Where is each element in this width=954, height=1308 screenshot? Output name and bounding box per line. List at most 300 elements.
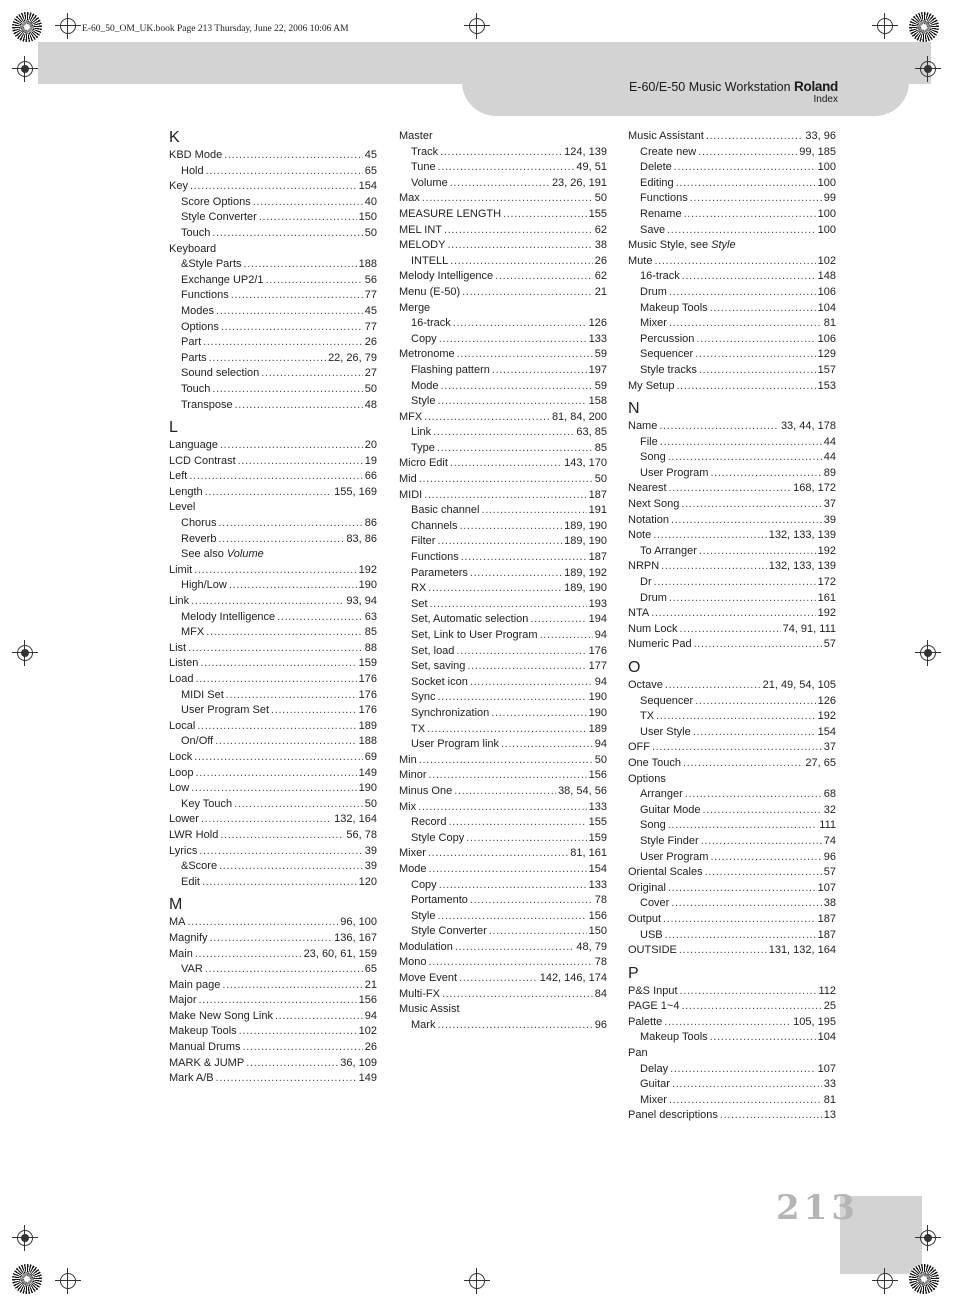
page-refs: 190 <box>588 691 607 704</box>
index-subentry <box>169 320 377 336</box>
entry-term: User Program <box>640 850 709 863</box>
entry-term: TX <box>640 710 655 723</box>
entry-term: High/Low <box>181 579 227 592</box>
dot-leader <box>200 656 356 672</box>
dot-leader <box>429 862 587 878</box>
page-refs: 94 <box>594 738 607 751</box>
page-refs: 23, 60, 61, 159 <box>303 947 377 960</box>
page-refs: 192 <box>358 563 377 576</box>
dot-leader <box>530 612 586 628</box>
index-entry <box>399 753 607 769</box>
index-subentry <box>628 466 836 482</box>
dot-leader <box>668 818 818 834</box>
index-entry <box>169 1071 377 1087</box>
entry-term: Minor <box>399 769 427 782</box>
page-refs: 192 <box>817 607 836 620</box>
crosshair-mark-icon <box>915 56 941 82</box>
entry-term: Flashing pattern <box>411 363 490 376</box>
dot-leader <box>229 578 357 594</box>
crosshair-mark-icon <box>464 1268 490 1294</box>
dot-leader <box>710 466 821 482</box>
entry-term: Volume <box>411 176 448 189</box>
page-refs: 106 <box>817 332 836 345</box>
entry-term: User Program <box>640 466 709 479</box>
page-refs: 48, 79 <box>576 940 607 953</box>
page-refs: 107 <box>817 881 836 894</box>
entry-term: USB <box>640 928 663 941</box>
page-refs: 81, 161 <box>570 847 607 860</box>
page-refs: 131, 132, 164 <box>768 944 836 957</box>
page-refs: 33 <box>823 1078 836 1091</box>
dot-leader <box>220 828 344 844</box>
page-refs: 81, 84, 200 <box>551 410 607 423</box>
dot-leader <box>685 787 822 803</box>
entry-term: Listen <box>169 657 199 670</box>
dot-leader <box>696 332 815 348</box>
page-refs: 45 <box>364 304 377 317</box>
entry-term: Sequencer <box>640 348 694 361</box>
entry-term: Record <box>411 816 447 829</box>
dot-leader <box>470 893 593 909</box>
dot-leader <box>424 410 550 426</box>
dot-leader <box>203 335 363 351</box>
page-refs: 132, 133, 139 <box>768 529 836 542</box>
page-refs: 155 <box>588 207 607 220</box>
page-refs: 190 <box>358 579 377 592</box>
page-refs: 132, 133, 139 <box>768 560 836 573</box>
index-subentry <box>169 257 377 273</box>
index-subentry <box>399 519 607 535</box>
entry-term: Panel descriptions <box>628 1109 718 1122</box>
entry-term: Num Lock <box>628 622 678 635</box>
entry-term: Palette <box>628 1015 663 1028</box>
dot-leader <box>429 955 593 971</box>
index-subentry <box>399 659 607 675</box>
index-entry <box>628 740 836 756</box>
dot-leader <box>428 581 562 597</box>
index-subentry <box>169 398 377 414</box>
dot-leader <box>441 379 593 395</box>
page-refs: 100 <box>817 207 836 220</box>
page-refs: 159 <box>588 831 607 844</box>
dot-leader <box>243 1040 363 1056</box>
dot-leader <box>489 924 587 940</box>
page-refs: 62 <box>594 270 607 283</box>
index-subentry <box>399 441 607 457</box>
dot-leader <box>191 594 344 610</box>
index-subentry <box>628 928 836 944</box>
entry-term: MEASURE LENGTH <box>399 207 502 220</box>
index-subentry <box>399 909 607 925</box>
dot-leader <box>437 534 562 550</box>
page-refs: 44 <box>823 435 836 448</box>
entry-term: MIDI Set <box>181 688 224 701</box>
entry-term: Functions <box>181 289 229 302</box>
dot-leader <box>261 366 362 382</box>
page-refs: 81 <box>823 1093 836 1106</box>
entry-term: Touch <box>181 382 211 395</box>
page-refs: 176 <box>588 644 607 657</box>
index-subentry <box>169 875 377 891</box>
dot-leader <box>671 513 822 529</box>
page-refs: 50 <box>594 473 607 486</box>
dot-leader <box>195 766 356 782</box>
index-subentry <box>628 269 836 285</box>
entry-term: Make New Song Link <box>169 1009 273 1022</box>
dot-leader <box>684 207 816 223</box>
dot-leader <box>495 269 593 285</box>
entry-term: Major <box>169 994 197 1007</box>
index-subentry <box>399 644 607 660</box>
dot-leader <box>190 179 357 195</box>
index-subentry <box>628 435 836 451</box>
entry-term: PAGE 1~4 <box>628 1000 680 1013</box>
entry-term: Limit <box>169 563 193 576</box>
page-refs: 88 <box>364 641 377 654</box>
entry-term: Set, Link to User Program <box>411 629 538 641</box>
entry-term: Part <box>181 336 202 349</box>
entry-term: Sync <box>411 691 436 704</box>
entry-term: Link <box>411 426 432 439</box>
index-entry <box>169 931 377 947</box>
page-refs: 69 <box>364 750 377 763</box>
dot-leader <box>455 940 575 956</box>
index-entry <box>628 528 836 544</box>
index-entry <box>628 129 836 145</box>
entry-term: Lock <box>169 750 193 763</box>
crosshair-mark-icon <box>55 13 81 39</box>
index-entry <box>628 379 836 395</box>
dot-leader <box>437 394 586 410</box>
page-refs: 50 <box>594 192 607 205</box>
index-subentry <box>399 254 607 270</box>
index-entry <box>169 1009 377 1025</box>
entry-term: Style Finder <box>640 834 699 847</box>
page-refs: 39 <box>364 844 377 857</box>
page-refs: 93, 94 <box>346 595 377 608</box>
dot-leader <box>206 625 363 641</box>
index-subentry <box>399 394 607 410</box>
index-heading: Music Assist <box>399 1003 460 1016</box>
index-entry <box>399 940 607 956</box>
entry-term: Melody Intelligence <box>181 610 276 623</box>
entry-term: Numeric Pad <box>628 638 692 651</box>
page-refs: 192 <box>817 544 836 557</box>
entry-term: Mode <box>411 379 439 392</box>
index-subentry <box>628 176 836 192</box>
index-subentry <box>399 332 607 348</box>
index-heading: Level <box>169 501 196 514</box>
index-subentry <box>169 859 377 875</box>
page-refs: 155, 169 <box>334 485 377 498</box>
index-column-1 <box>169 129 377 1087</box>
dot-leader <box>448 815 586 831</box>
page-refs: 57 <box>823 866 836 879</box>
see-text: Music Style, see <box>628 239 712 252</box>
entry-term: Create new <box>640 145 697 158</box>
index-subentry <box>628 223 836 239</box>
index-entry <box>169 947 377 963</box>
entry-term: Copy <box>411 878 437 891</box>
page-refs: 104 <box>817 301 836 314</box>
section-letter: P <box>628 964 639 982</box>
entry-term: Hold <box>181 164 204 177</box>
dot-leader <box>701 834 822 850</box>
registration-sunburst-icon <box>12 1264 42 1294</box>
dot-leader <box>693 725 816 741</box>
index-column-3 <box>628 129 836 1124</box>
index-entry <box>169 594 377 610</box>
page-number: 213 <box>776 1188 859 1228</box>
page-refs: 188 <box>358 735 377 748</box>
index-entry <box>169 438 377 454</box>
entry-term: Lyrics <box>169 844 198 857</box>
index-subentry <box>399 597 607 613</box>
index-subentry <box>169 210 377 226</box>
entry-term: Mixer <box>640 317 667 330</box>
page-refs: 172 <box>817 576 836 589</box>
index-subentry <box>399 706 607 722</box>
index-subentry <box>628 896 836 912</box>
page-refs: 38 <box>823 897 836 910</box>
index-entry <box>399 987 607 1003</box>
dot-leader <box>492 363 587 379</box>
entry-term: Low <box>169 782 190 795</box>
dot-leader <box>710 850 821 866</box>
index-subentry <box>169 625 377 641</box>
index-subentry <box>169 351 377 367</box>
page-refs: 66 <box>364 470 377 483</box>
entry-term: Functions <box>640 192 688 205</box>
dot-leader <box>419 472 593 488</box>
entry-term: Save <box>640 223 666 236</box>
dot-leader <box>470 566 562 582</box>
dot-leader <box>218 516 362 532</box>
entry-term: Dr <box>640 576 652 589</box>
crosshair-mark-icon <box>12 1225 38 1251</box>
entry-term: Song <box>640 451 666 464</box>
dot-leader <box>418 800 587 816</box>
entry-term: Percussion <box>640 332 695 345</box>
page-refs: 23, 26, 191 <box>551 176 607 189</box>
page-refs: 176 <box>358 704 377 717</box>
index-entry <box>169 485 377 501</box>
section-letter: M <box>169 896 183 914</box>
dot-leader <box>670 1062 816 1078</box>
index-entry <box>628 912 836 928</box>
index-entry <box>399 784 607 800</box>
page-refs: 100 <box>817 161 836 174</box>
entry-term: Drum <box>640 285 667 298</box>
page-refs: 77 <box>364 320 377 333</box>
dot-leader <box>195 947 302 963</box>
dot-leader <box>680 984 817 1000</box>
page-refs: 99 <box>823 192 836 205</box>
dot-leader <box>238 454 363 470</box>
entry-term: MA <box>169 916 186 929</box>
dot-leader <box>665 678 761 694</box>
dot-leader <box>540 628 593 644</box>
index-subentry <box>169 703 377 719</box>
entry-term: Reverb <box>181 532 217 545</box>
page-refs: 59 <box>594 379 607 392</box>
page-refs: 65 <box>364 164 377 177</box>
page-refs: 74, 91, 111 <box>782 622 836 635</box>
index-subentry <box>628 818 836 834</box>
dot-leader <box>437 441 593 457</box>
page-refs: 142, 146, 174 <box>539 972 607 985</box>
dot-leader <box>428 846 568 862</box>
entry-term: On/Off <box>181 735 214 748</box>
index-entry <box>628 637 836 653</box>
entry-term: Parts <box>181 351 207 364</box>
index-subentry <box>399 815 607 831</box>
entry-term: List <box>169 641 187 654</box>
page-refs: 189, 190 <box>564 582 607 595</box>
dot-leader <box>266 273 363 289</box>
page-refs: 86 <box>364 517 377 530</box>
page-refs: 39 <box>823 513 836 526</box>
page-refs: 45 <box>364 149 377 161</box>
page-refs: 21, 49, 54, 105 <box>762 679 836 691</box>
dot-leader <box>679 943 767 959</box>
dot-leader <box>197 719 356 735</box>
entry-term: Manual Drums <box>169 1041 241 1054</box>
dot-leader <box>654 254 815 270</box>
entry-term: Modes <box>181 304 215 317</box>
entry-term: Parameters <box>411 566 468 579</box>
entry-term: Makeup Tools <box>640 1031 708 1044</box>
dot-leader <box>195 672 356 688</box>
entry-term: Min <box>399 753 417 766</box>
crosshair-mark-icon <box>915 640 941 666</box>
index-entry <box>399 862 607 878</box>
index-entry <box>399 846 607 862</box>
entry-term: LCD Contrast <box>169 454 236 467</box>
index-entry <box>399 768 607 784</box>
dot-leader <box>450 254 592 270</box>
dot-leader <box>244 257 357 273</box>
entry-term: Set <box>411 597 428 610</box>
dot-leader <box>429 768 587 784</box>
crosshair-mark-icon <box>55 1268 81 1294</box>
entry-term: Nearest <box>628 482 667 495</box>
entry-term: LWR Hold <box>169 828 219 841</box>
page-refs: 153 <box>817 379 836 392</box>
page-refs: 188 <box>358 258 377 271</box>
dot-leader <box>246 1056 338 1072</box>
page-refs: 19 <box>364 454 377 467</box>
index-entry <box>628 419 836 435</box>
index-subentry <box>169 273 377 289</box>
page-refs: 104 <box>817 1031 836 1044</box>
entry-term: MFX <box>399 410 423 423</box>
page-refs: 187 <box>817 928 836 941</box>
index-entry <box>628 559 836 575</box>
dot-leader <box>680 622 781 638</box>
page-refs: 59 <box>594 348 607 361</box>
see-target: Style <box>711 239 736 252</box>
entry-term: Mono <box>399 956 427 969</box>
page-refs: 143, 170 <box>564 457 607 470</box>
dot-leader <box>659 419 779 435</box>
page-refs: 111 <box>819 819 836 832</box>
page-refs: 50 <box>364 226 377 239</box>
entry-term: Edit <box>181 875 200 888</box>
entry-term: Makeup Tools <box>169 1025 237 1038</box>
index-entry <box>628 513 836 529</box>
page-refs: 154 <box>588 862 607 875</box>
page-refs: 44 <box>823 451 836 464</box>
page-refs: 154 <box>358 180 377 193</box>
index-subentry <box>399 534 607 550</box>
entry-term: Delete <box>640 161 672 174</box>
page-refs: 187 <box>588 488 607 501</box>
index-entry <box>628 1015 836 1031</box>
dot-leader <box>674 160 816 176</box>
page-refs: 49, 51 <box>576 161 607 174</box>
entry-term: VAR <box>181 963 203 976</box>
index-entry <box>399 223 607 239</box>
dot-leader <box>189 469 362 485</box>
dot-leader <box>668 450 822 466</box>
dot-leader <box>188 915 339 931</box>
index-entry <box>399 472 607 488</box>
page-refs: 149 <box>358 766 377 779</box>
index-subentry <box>628 316 836 332</box>
entry-term: Guitar <box>640 1078 670 1091</box>
page-refs: 189, 190 <box>564 519 607 532</box>
entry-term: Tune <box>411 161 436 174</box>
page-refs: 158 <box>588 395 607 408</box>
page-refs: 27 <box>364 367 377 380</box>
page-refs: 148 <box>817 270 836 283</box>
dot-leader <box>668 881 816 897</box>
index-entry <box>399 488 607 504</box>
entry-term: To Arranger <box>640 544 697 557</box>
dot-leader <box>439 332 587 348</box>
index-entry <box>628 622 836 638</box>
page-refs: 81 <box>823 317 836 330</box>
entry-term: Key Touch <box>181 797 233 810</box>
dot-leader <box>467 659 586 675</box>
page-refs: 154 <box>817 725 836 738</box>
page-refs: 112 <box>818 984 836 997</box>
dot-leader <box>438 160 575 176</box>
registration-sunburst-icon <box>909 1264 939 1294</box>
index-entry <box>628 881 836 897</box>
entry-term: Options <box>181 320 219 333</box>
page-refs: 192 <box>817 710 836 723</box>
entry-term: Metronome <box>399 348 455 361</box>
dot-leader <box>191 781 356 797</box>
entry-term: NRPN <box>628 560 660 573</box>
entry-term: Guitar Mode <box>640 803 701 816</box>
page-refs: 37 <box>823 498 836 511</box>
page-refs: 33, 96 <box>805 130 836 142</box>
entry-term: Set, Automatic selection <box>411 613 529 626</box>
entry-term: Lower <box>169 813 199 826</box>
entry-term: Main <box>169 947 193 960</box>
page-refs: 132, 164 <box>334 813 377 826</box>
entry-term: My Setup <box>628 379 675 392</box>
dot-leader <box>424 488 586 504</box>
index-entry <box>169 719 377 735</box>
dot-leader <box>651 606 815 622</box>
dot-leader <box>669 591 816 607</box>
page-refs: 78 <box>594 894 607 907</box>
dot-leader <box>503 207 587 223</box>
